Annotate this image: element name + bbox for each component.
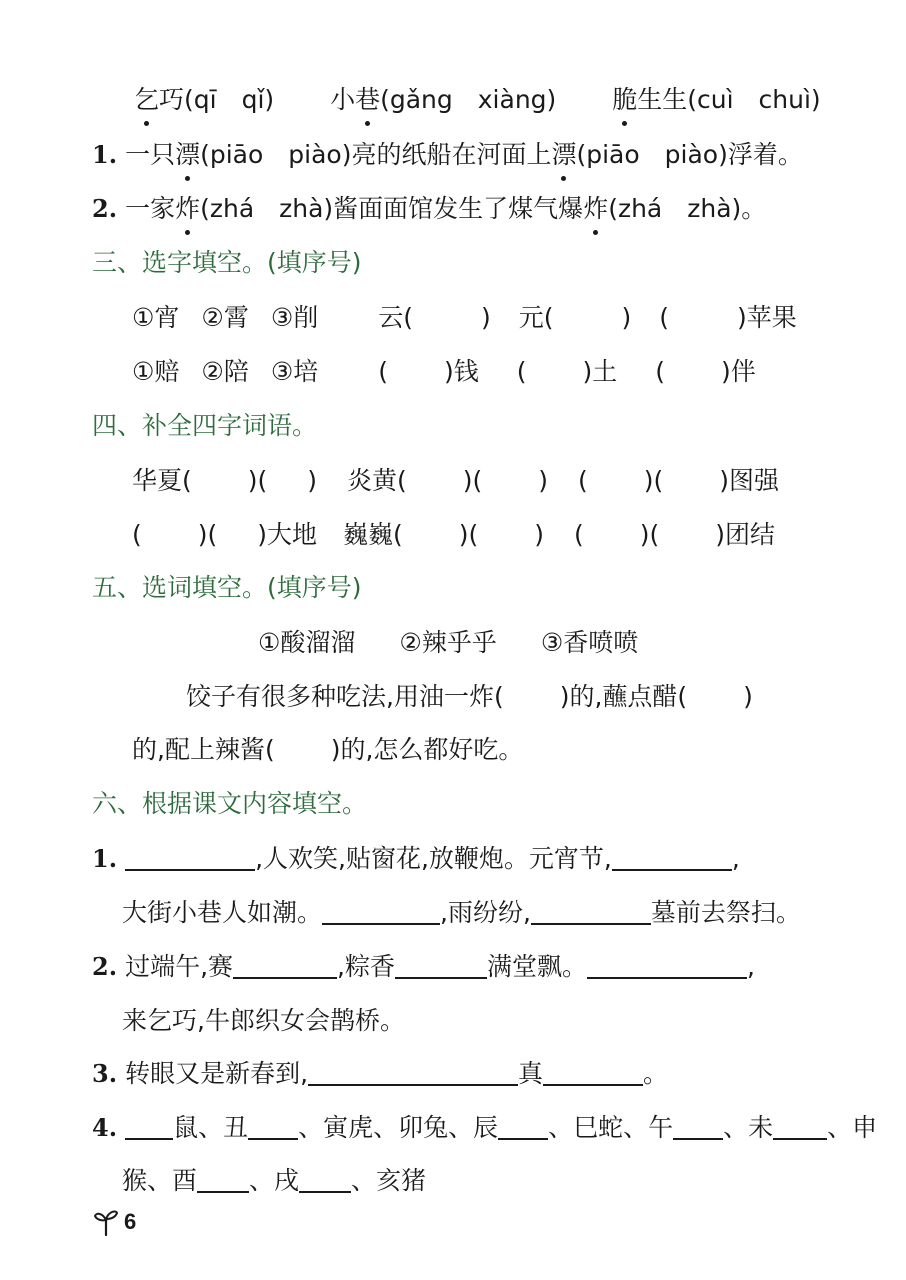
answer-blank[interactable] <box>773 1114 827 1140</box>
answer-blank[interactable] <box>125 1114 173 1140</box>
marked-char: 炸 <box>175 191 200 227</box>
answer-blank[interactable] <box>299 1167 351 1193</box>
answer-blank[interactable] <box>197 1167 249 1193</box>
fill-question-1-line-2: 大街小巷人如潮。 ,雨纷纷, 墓前去祭扫。 <box>122 898 801 927</box>
answer-blank[interactable] <box>498 1114 548 1140</box>
answer-blank[interactable] <box>233 953 337 979</box>
section-5-title: 五、选词填空。(填序号) <box>92 573 362 602</box>
answer-blank[interactable] <box>531 899 651 925</box>
pinyin-question-1: 1. 一只漂(piāo piào)亮的纸船在河面上漂(piāo piào)浮着。 <box>92 137 803 173</box>
answer-blank[interactable] <box>248 1114 298 1140</box>
answer-blank[interactable] <box>612 845 732 871</box>
fill-question-3: 3. 转眼又是新春到, 真 。 <box>92 1059 669 1088</box>
marked-char: 炸 <box>583 191 608 227</box>
section-6-title: 六、根据课文内容填空。 <box>92 789 368 818</box>
answer-blank[interactable] <box>125 845 255 871</box>
fill-question-4-line-1: 4. 鼠、丑 、寅虎、卯兔、辰 、巳蛇、午 、未 、申 <box>92 1113 878 1142</box>
section-5-line-1: 饺子有很多种吃法,用油一炸( )的,蘸点醋( ) <box>186 682 753 711</box>
marked-char: 乞 <box>134 82 159 118</box>
section-4-row-2: ( )( )大地 巍巍( )( ) ( )( )团结 <box>132 520 776 549</box>
section-4-row-1: 华夏( )( ) 炎黄( )( ) ( )( )图强 <box>132 466 780 495</box>
section-5-line-2: 的,配上辣酱( )的,怎么都好吃。 <box>132 735 524 764</box>
marked-char: 巷 <box>355 82 380 118</box>
sprout-icon <box>92 1207 120 1237</box>
fill-question-4-line-2: 猴、酉 、戌 、亥猪 <box>122 1166 427 1195</box>
answer-blank[interactable] <box>543 1060 643 1086</box>
fill-question-2-line-2: 来乞巧,牛郎织女会鹊桥。 <box>122 1006 405 1035</box>
answer-blank[interactable] <box>395 953 487 979</box>
section-4-title: 四、补全四字词语。 <box>92 411 318 440</box>
section-3-row-2: ①赔 ②陪 ③培 ( )钱 ( )土 ( )伴 <box>132 357 756 386</box>
fill-question-2-line-1: 2. 过端午,赛 ,粽香 满堂飘。 , <box>92 952 755 981</box>
pinyin-row: 乞巧(qī qǐ) 小巷(gǎng xiàng) 脆生生(cuì chuì) <box>134 82 821 118</box>
marked-char: 漂 <box>175 137 200 173</box>
fill-question-1-line-1: 1. ,人欢笑,贴窗花,放鞭炮。元宵节, , <box>92 844 740 873</box>
answer-blank[interactable] <box>308 1060 518 1086</box>
answer-blank[interactable] <box>322 899 440 925</box>
section-3-row-1: ①宵 ②霄 ③削 云( ) 元( ) ( )苹果 <box>132 303 797 332</box>
pinyin-question-2: 2. 一家炸(zhá zhà)酱面面馆发生了煤气爆炸(zhá zhà)。 <box>92 191 766 227</box>
word-options: ①酸溜溜 ②辣乎乎 ③香喷喷 <box>258 628 639 657</box>
marked-char: 漂 <box>551 137 576 173</box>
page-number: 6 <box>124 1209 137 1234</box>
answer-blank[interactable] <box>673 1114 723 1140</box>
marked-char: 脆 <box>612 82 637 118</box>
answer-blank[interactable] <box>587 953 747 979</box>
section-3-title: 三、选字填空。(填序号) <box>92 248 362 277</box>
